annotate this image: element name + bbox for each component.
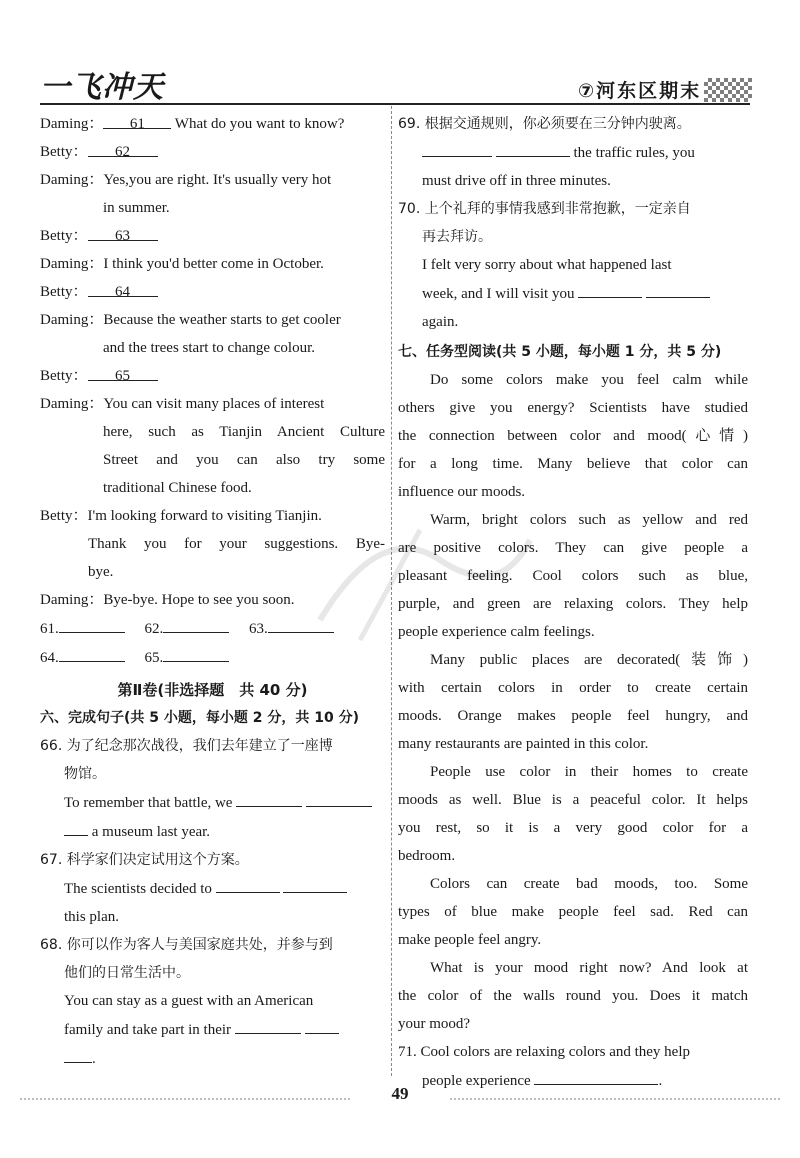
dialog-cont: in summer. — [103, 200, 170, 216]
dialog-cont: here, such as Tianjin Ancient Culture — [103, 424, 385, 440]
passage-line: make people feel angry. — [398, 932, 542, 948]
answer-row: 61. 62. 63. — [40, 614, 385, 643]
passage-line: others give you energy? Scientists have studied — [398, 400, 748, 416]
footer-rule-right — [450, 1098, 780, 1100]
q66-english-cont: a museum last year. — [64, 817, 385, 846]
q68-blank-3[interactable] — [64, 1044, 92, 1063]
dialog-cont: traditional Chinese food. — [103, 480, 252, 496]
paragraph-1 — [398, 366, 748, 506]
page-header — [0, 0, 800, 110]
dialog-line: Betty： 62 — [40, 138, 385, 166]
q68-chinese: 68. 你可以作为客人与美国家庭共处，并参与到 — [40, 937, 333, 953]
dialog-line: Daming：You can visit many places of interest — [40, 396, 325, 412]
q68-english: You can stay as a guest with an American — [64, 993, 314, 1009]
answer-row: 64. 65. — [40, 643, 385, 672]
q70-chinese: 70. 上个礼拜的事情我感到非常抱歉，一定亲自 — [398, 201, 691, 217]
answer-blank-62[interactable]: 62 — [88, 138, 158, 157]
paragraph-2 — [398, 506, 748, 646]
q66-blank-1[interactable] — [236, 788, 302, 807]
q67-blank-1[interactable] — [216, 874, 280, 893]
q69-blank-2[interactable] — [496, 138, 570, 157]
q71-text: 71. Cool colors are relaxing colors and they help — [398, 1044, 691, 1060]
answer-field-61[interactable] — [59, 614, 125, 633]
dialog-line: Daming：Because the weather starts to get cooler — [40, 312, 341, 328]
passage-line: people experience calm feelings. — [398, 624, 595, 640]
q68-english-end: . — [64, 1044, 385, 1073]
passage-line: bedroom. — [398, 848, 456, 864]
dialog-line: Daming： 61 What do you want to know? — [40, 110, 385, 138]
answer-field-65[interactable] — [163, 643, 229, 662]
answer-field-63[interactable] — [268, 614, 334, 633]
dialog-line: Betty：I'm looking forward to visiting Tianjin. — [40, 508, 322, 524]
footer-rule-left — [20, 1098, 350, 1100]
part2-title: 第Ⅱ卷(非选择题 共 40 分) — [117, 681, 308, 699]
passage — [398, 366, 748, 1038]
q71-text-cont: people experience . — [422, 1066, 748, 1095]
dialog-line: Betty： 64 — [40, 278, 385, 306]
q70-blank-2[interactable] — [646, 279, 710, 298]
q67-chinese: 67. 科学家们决定试用这个方案。 — [40, 852, 249, 868]
passage-line: with certain colors in order to create certain — [398, 680, 748, 696]
answer-blank-65[interactable]: 65 — [88, 362, 158, 381]
dialog-line: Betty： 63 — [40, 222, 385, 250]
passage-line: Do some colors make you feel calm while — [430, 372, 748, 388]
section7-title: 七、任务型阅读(共 5 小题，每小题 1 分，共 5 分) — [398, 344, 722, 360]
passage-line: Warm, bright colors such as yellow and red — [430, 512, 748, 528]
passage-line: are positive colors. They can give people a — [398, 540, 748, 556]
passage-line: the connection between color and mood(心情) — [398, 428, 748, 444]
checker-decoration — [704, 78, 752, 102]
passage-line: Many public places are decorated(装饰) — [430, 652, 748, 668]
passage-line: the color of the walls round you. Does it match — [398, 988, 748, 1004]
q66-english: To remember that battle, we — [64, 788, 385, 817]
paragraph-3 — [398, 646, 748, 758]
brand-logo: 一飞冲天 — [40, 70, 164, 105]
passage-line: What is your mood right now? And look at — [430, 960, 748, 976]
answer-blank-61[interactable]: 61 — [103, 110, 171, 129]
passage-line: types of blue make people feel sad. Red can — [398, 904, 748, 920]
passage-line: People use color in their homes to create — [430, 764, 748, 780]
dialog-line: Betty： 65 — [40, 362, 385, 390]
passage-line: many restaurants are painted in this color. — [398, 736, 649, 752]
answer-blank-63[interactable]: 63 — [88, 222, 158, 241]
q70-english: I felt very sorry about what happened last — [422, 257, 672, 273]
dialog-cont: Street and you can also try some — [103, 452, 385, 468]
unit-label: ⑦河东区期末 — [578, 80, 702, 102]
q70-chinese-cont: 再去拜访。 — [422, 229, 492, 245]
dialog-cont: bye. — [88, 564, 114, 580]
q66-blank-2[interactable] — [306, 788, 372, 807]
q70-english-cont: week, and I will visit you — [422, 279, 748, 308]
q70-english-end: again. — [422, 314, 459, 330]
q69-blank-1[interactable] — [422, 138, 492, 157]
paragraph-5 — [398, 870, 748, 954]
q67-english: The scientists decided to — [64, 874, 385, 903]
q67-english-cont: this plan. — [64, 909, 119, 925]
passage-line: for a long time. Many believe that color can — [398, 456, 748, 472]
passage-line: purple, and green are relaxing colors. They help — [398, 596, 748, 612]
column-divider — [391, 106, 392, 1076]
dialog-cont: Thank you for your suggestions. Bye- — [88, 536, 385, 552]
q69-english: the traffic rules, you — [422, 138, 748, 167]
paragraph-6 — [398, 954, 748, 1038]
q66-chinese: 66. 为了纪念那次战役，我们去年建立了一座博 — [40, 738, 333, 754]
answer-field-62[interactable] — [163, 614, 229, 633]
q68-blank-1[interactable] — [235, 1015, 301, 1034]
q69-english-cont: must drive off in three minutes. — [422, 173, 611, 189]
q68-chinese-cont: 他们的日常生活中。 — [64, 965, 190, 981]
header-rule — [40, 103, 750, 105]
answer-blank-64[interactable]: 64 — [88, 278, 158, 297]
dialog-line: Daming：Bye-bye. Hope to see you soon. — [40, 592, 295, 608]
right-column — [398, 110, 748, 1095]
passage-line: influence our moods. — [398, 484, 526, 500]
passage-line: pleasant feeling. Cool colors such as blue, — [398, 568, 748, 584]
q69-chinese: 69. 根据交通规则，你必须要在三分钟内驶离。 — [398, 116, 691, 132]
passage-line: Colors can create bad moods, too. Some — [430, 876, 748, 892]
paragraph-4 — [398, 758, 748, 870]
section6-title: 六、完成句子(共 5 小题，每小题 2 分，共 10 分) — [40, 710, 360, 726]
dialog-line: Daming：Yes,you are right. It's usually very hot — [40, 172, 332, 188]
answer-field-64[interactable] — [59, 643, 125, 662]
dialog-cont: and the trees start to change colour. — [103, 340, 316, 356]
dialog-line: Daming：I think you'd better come in October. — [40, 256, 324, 272]
page-number: 49 — [391, 1084, 409, 1103]
q68-blank-2[interactable] — [305, 1015, 339, 1034]
q66-chinese-cont: 物馆。 — [64, 766, 106, 782]
passage-line: your mood? — [398, 1016, 471, 1032]
left-column — [40, 110, 385, 1073]
q70-blank-1[interactable] — [578, 279, 642, 298]
q67-blank-2[interactable] — [283, 874, 347, 893]
passage-line: moods. Orange makes people feel hungry, and — [398, 708, 748, 724]
passage-line: moods as well. Blue is a peaceful color. It helps — [398, 792, 748, 808]
q66-blank-3[interactable] — [64, 817, 88, 836]
q68-english-cont: family and take part in their — [64, 1015, 385, 1044]
page-footer — [0, 1080, 800, 1120]
passage-line: you rest, so it is a very good color for a — [398, 820, 748, 836]
